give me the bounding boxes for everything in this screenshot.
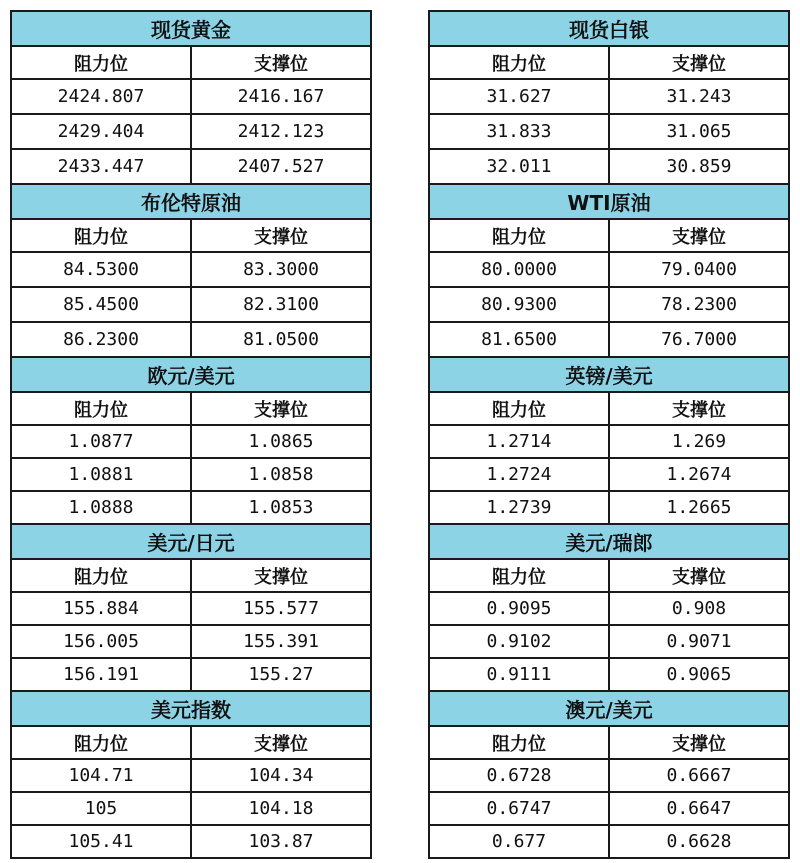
- resistance-value: 0.9095: [429, 592, 609, 625]
- support-value: 81.0500: [191, 322, 371, 357]
- block-title: 现货黄金: [11, 11, 371, 46]
- resistance-header: 阻力位: [429, 46, 609, 79]
- table-row: [429, 759, 789, 792]
- support-value: 1.0865: [191, 425, 371, 458]
- resistance-value: 31.833: [429, 114, 609, 149]
- resistance-header: 阻力位: [11, 392, 191, 425]
- support-value: 1.0858: [191, 458, 371, 491]
- resistance-value: 0.6747: [429, 792, 609, 825]
- resistance-header: 阻力位: [11, 219, 191, 252]
- table-row: [429, 625, 789, 658]
- resistance-value: 156.005: [11, 625, 191, 658]
- support-value: 2407.527: [191, 149, 371, 184]
- resistance-header: 阻力位: [11, 559, 191, 592]
- support-header: 支撑位: [609, 559, 789, 592]
- resistance-value: 2424.807: [11, 79, 191, 114]
- support-value: 0.6628: [609, 825, 789, 858]
- block-aud-usd: [428, 690, 790, 859]
- support-value: 83.3000: [191, 252, 371, 287]
- resistance-value: 1.2739: [429, 491, 609, 524]
- resistance-value: 81.6500: [429, 322, 609, 357]
- table-row: [429, 592, 789, 625]
- resistance-value: 155.884: [11, 592, 191, 625]
- block-title: 澳元/美元: [429, 691, 789, 726]
- block-usd-chf: [428, 523, 790, 692]
- block-title: WTI原油: [429, 184, 789, 219]
- block-spot-silver: [428, 10, 790, 185]
- resistance-value: 0.9102: [429, 625, 609, 658]
- block-usd-index: [10, 690, 372, 859]
- support-value: 0.908: [609, 592, 789, 625]
- table-row: [11, 458, 371, 491]
- support-header: 支撑位: [609, 726, 789, 759]
- support-header: 支撑位: [191, 46, 371, 79]
- resistance-value: 1.2714: [429, 425, 609, 458]
- support-value: 0.9065: [609, 658, 789, 691]
- block-brent-crude: [10, 183, 372, 358]
- support-header: 支撑位: [191, 559, 371, 592]
- block-title: 现货白银: [429, 11, 789, 46]
- resistance-value: 2433.447: [11, 149, 191, 184]
- support-value: 103.87: [191, 825, 371, 858]
- support-header: 支撑位: [609, 392, 789, 425]
- support-value: 31.243: [609, 79, 789, 114]
- support-value: 1.269: [609, 425, 789, 458]
- table-row: [429, 458, 789, 491]
- block-usd-jpy: [10, 523, 372, 692]
- resistance-value: 1.2724: [429, 458, 609, 491]
- support-value: 155.391: [191, 625, 371, 658]
- resistance-value: 1.0881: [11, 458, 191, 491]
- resistance-value: 0.9111: [429, 658, 609, 691]
- table-row: [429, 491, 789, 524]
- support-value: 76.7000: [609, 322, 789, 357]
- support-value: 31.065: [609, 114, 789, 149]
- table-row: [429, 149, 789, 184]
- table-row: [429, 79, 789, 114]
- block-wti-crude: [428, 183, 790, 358]
- support-value: 104.34: [191, 759, 371, 792]
- resistance-value: 156.191: [11, 658, 191, 691]
- table-row: [11, 425, 371, 458]
- support-value: 155.577: [191, 592, 371, 625]
- resistance-header: 阻力位: [11, 726, 191, 759]
- resistance-value: 84.5300: [11, 252, 191, 287]
- support-value: 78.2300: [609, 287, 789, 322]
- resistance-header: 阻力位: [429, 392, 609, 425]
- table-row: [11, 322, 371, 357]
- table-row: [11, 825, 371, 858]
- support-value: 82.3100: [191, 287, 371, 322]
- block-title: 美元/日元: [11, 524, 371, 559]
- resistance-value: 85.4500: [11, 287, 191, 322]
- block-title: 布伦特原油: [11, 184, 371, 219]
- table-row: [429, 825, 789, 858]
- block-eur-usd: [10, 356, 372, 525]
- resistance-value: 32.011: [429, 149, 609, 184]
- table-row: [11, 792, 371, 825]
- resistance-value: 2429.404: [11, 114, 191, 149]
- support-header: 支撑位: [191, 392, 371, 425]
- block-title: 美元/瑞郎: [429, 524, 789, 559]
- support-value: 0.6667: [609, 759, 789, 792]
- resistance-value: 0.677: [429, 825, 609, 858]
- support-value: 2416.167: [191, 79, 371, 114]
- resistance-value: 86.2300: [11, 322, 191, 357]
- resistance-value: 0.6728: [429, 759, 609, 792]
- resistance-value: 80.9300: [429, 287, 609, 322]
- support-header: 支撑位: [191, 726, 371, 759]
- resistance-header: 阻力位: [11, 46, 191, 79]
- support-value: 104.18: [191, 792, 371, 825]
- resistance-value: 105: [11, 792, 191, 825]
- table-row: [429, 658, 789, 691]
- table-row: [11, 252, 371, 287]
- support-value: 30.859: [609, 149, 789, 184]
- table-row: [429, 322, 789, 357]
- resistance-value: 80.0000: [429, 252, 609, 287]
- support-value: 155.27: [191, 658, 371, 691]
- support-value: 0.9071: [609, 625, 789, 658]
- support-value: 0.6647: [609, 792, 789, 825]
- support-value: 79.0400: [609, 252, 789, 287]
- support-value: 1.0853: [191, 491, 371, 524]
- support-value: 1.2665: [609, 491, 789, 524]
- resistance-value: 1.0888: [11, 491, 191, 524]
- table-row: [11, 592, 371, 625]
- table-row: [11, 79, 371, 114]
- block-spot-gold: [10, 10, 372, 185]
- table-row: [11, 491, 371, 524]
- block-title: 英镑/美元: [429, 357, 789, 392]
- resistance-header: 阻力位: [429, 726, 609, 759]
- resistance-value: 104.71: [11, 759, 191, 792]
- table-row: [429, 287, 789, 322]
- resistance-value: 1.0877: [11, 425, 191, 458]
- support-header: 支撑位: [191, 219, 371, 252]
- resistance-header: 阻力位: [429, 219, 609, 252]
- support-header: 支撑位: [609, 219, 789, 252]
- table-row: [11, 625, 371, 658]
- table-row: [11, 149, 371, 184]
- table-row: [429, 114, 789, 149]
- block-title: 美元指数: [11, 691, 371, 726]
- table-row: [11, 658, 371, 691]
- support-header: 支撑位: [609, 46, 789, 79]
- resistance-value: 31.627: [429, 79, 609, 114]
- support-value: 2412.123: [191, 114, 371, 149]
- right-column: [428, 10, 790, 859]
- resistance-header: 阻力位: [429, 559, 609, 592]
- left-column: [10, 10, 372, 859]
- table-row: [11, 287, 371, 322]
- table-row: [429, 252, 789, 287]
- table-row: [11, 759, 371, 792]
- table-row: [429, 792, 789, 825]
- table-row: [11, 114, 371, 149]
- table-row: [429, 425, 789, 458]
- block-gbp-usd: [428, 356, 790, 525]
- support-value: 1.2674: [609, 458, 789, 491]
- block-title: 欧元/美元: [11, 357, 371, 392]
- resistance-value: 105.41: [11, 825, 191, 858]
